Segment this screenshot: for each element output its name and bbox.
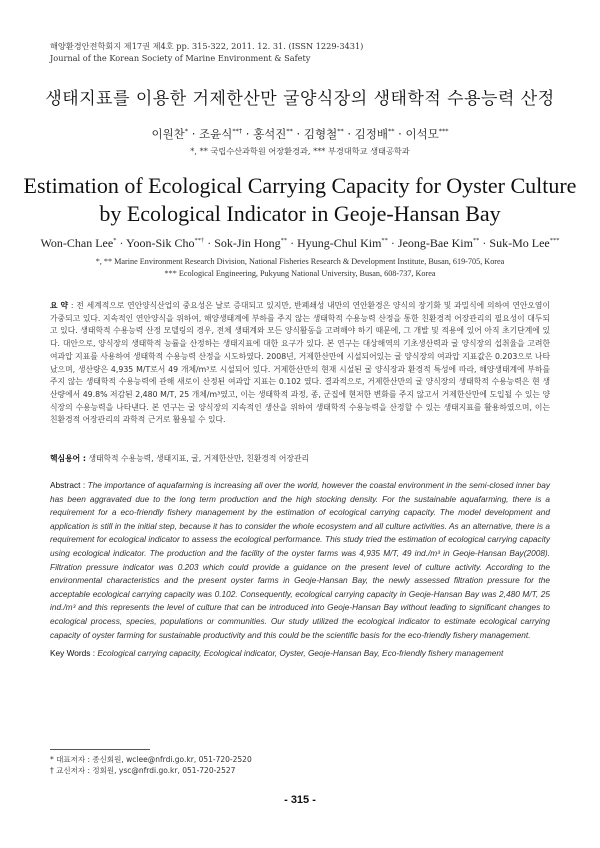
abstract-english-text: The importance of aquafarming is increasing all over the world, however the coastal environment in the semi-closed inner bay has been aggravated due to the long term production and the high stocking density. For the sustainable aquafarming, there is a requirement for a eco-friendly fishery management by the estimation of ecological carrying capacity. The model development and application is still in the initial step, because it has to consider the whole ecosystem and all culture activities. As an alternative, there is a requirement for ecological indicator to assess the ecological performance. This study tried the estimation of ecological carrying capacity using ecological indicator. The production and the facility of the oyster farms was 4,935 M/T, 49 ind./m³ in Geoje-Hansan Bay(2008). Filtration pressure indicator was 0.203 which could provide a guidance on the present level of culture activity. According to the environmental characteristics and the present oyster farms in Geoje-Hansan Bay, the newly assessed filtration pressure for the acceptable ecological carrying capacity was 0.102. Consequently, ecological carrying capacity in Geoje-Hansan Bay was 2,480 M/T, 25 ind./m³ and this represents the level of culture that can be introduced into Geoje-Hansan Bay without leading to significant changes to ecological process, species, populations or communities. Our study utilized the ecological indicator to estimate ecological carrying capacity of oyster farming for sustainable productivity and this could be the scientific basis for the eco-friendly fishery management.: [50, 480, 550, 640]
affiliation-english-2: *** Ecological Engineering, Pukyung National University, Busan, 608-737, Korea: [164, 269, 436, 278]
keywords-english-label: Key Words :: [50, 648, 96, 658]
title-korean: 생태지표를 이용한 거제한산만 굴양식장의 생태학적 수용능력 산정: [45, 89, 555, 109]
author-en: Jeong-Bae Kim** ·: [397, 236, 490, 250]
abstract-korean-text: : 전 세계적으로 연안양식산업의 중요성은 날로 증대되고 있지만, 반폐쇄성 내만의 연안환경은 양식의 장기화 및 과밀식에 의하여 연안오염이 가중되고 있다. 지속적인 연안양식을 위하여, 해양생태계에 부하를 주지 않는 생태학적 수용능력 산정을 통한 친환경적 어장관리의 필요성이 대두되고 있다. 생태학적 수용능력 산정 모델링의 경우, 전체 생태계와 모든 양식활동을 고려해야 하기 때문에, 그 개발 및 적용에 있어 아직 초기단계에 있다. 대안으로, 양식장의 생태학적 능률을 산정하는 생태지표에 대한 요구가 있다. 본 연구는 대상해역의 기초생산력과 굴 양식장의 섭취율을 고려한 여과압 지표를 사용하여 생태학적 수용능력 산정을 시도하였다. 2008년, 거제한산만에 시설되어있는 굴 양식장의 여과압 지표값은 0.203으로 나타났으며, 생산량은 4,935 M/T로서 49 개체/m³로 시설되어 있다. 거제한산만의 현재 시설된 굴 양식장과 환경적 특성에 따라, 해양생태계에 부하를 주지 않는 생태학적 수용능력에 관해 새로이 산정된 여과압 지표는 0.102 였다. 결과적으로, 거제한산만의 굴 양식장의 생태학적 수용능력은 현 생산량에서 49.8% 저감된 2,480 M/T, 25 개체/m³였고, 이는 생태학적 과정, 종, 군집에 현저한 변화를 주지 않고서 거제한산만에 도입될 수 있는 양식장의 수용능력을 나타낸다. 본 연구는 굴 양식장의 지속적인 생산을 위하여 생태학적 수용능력을 산정할 수 있는 생태지표를 활용하였으며, 이는 친환경적 어장관리의 과학적 근거로 활용될 수 있다.: [50, 301, 550, 425]
author-kr: 홍석진** ·: [253, 127, 304, 141]
journal-header: [50, 40, 363, 64]
keywords-korean-text: 생태학적 수용능력, 생태지표, 굴, 거제한산만, 친환경적 어장관리: [88, 454, 310, 463]
footnotes: [50, 754, 252, 776]
author-en: Sok-Jin Hong** ·: [214, 236, 298, 250]
title-english-line2: by Ecological Indicator in Geoje-Hansan Bay: [99, 201, 501, 226]
author-en: Suk-Mo Lee***: [489, 236, 560, 250]
author-kr: 이석모***: [405, 127, 449, 141]
abstract-korean: [50, 300, 550, 427]
abstract-english-label: Abstract :: [50, 480, 86, 490]
footnote-first-author: * 대표저자 : 종신회원, wclee@nfrdi.go.kr, 051-720-2520: [50, 755, 252, 764]
journal-name-en: Journal of the Korean Society of Marine Environment & Safety: [50, 53, 311, 63]
author-en: Hyung-Chul Kim** ·: [297, 236, 398, 250]
author-en: Yoon-Sik Cho**† ·: [126, 236, 215, 250]
affiliation-english-1: *, ** Marine Environment Research Division, National Fisheries Research & Development Institute, Busan, 619-705, Korea: [95, 257, 505, 266]
affiliation-korean: *, ** 국립수산과학원 어장환경과, *** 부경대학교 생태공학과: [190, 146, 410, 156]
affiliation-english: [0, 256, 600, 280]
keywords-korean: [50, 453, 550, 464]
author-kr: 김정배** ·: [354, 127, 406, 141]
footnote-corresponding-author: † 교신저자 : 정회원, ysc@nfrdi.go.kr, 051-720-2527: [50, 766, 236, 775]
journal-citation-kr: 해양환경안전학회지 제17권 제4호 pp. 315-322, 2011. 12. 31. (ISSN 1229-3431): [50, 41, 364, 51]
authors-english: [0, 236, 600, 251]
title-english: [0, 172, 600, 228]
author-kr: 이원찬* ·: [151, 127, 200, 141]
keywords-english: [50, 648, 550, 658]
author-en: Won-Chan Lee* ·: [40, 236, 126, 250]
title-english-line1: Estimation of Ecological Carrying Capacity for Oyster Culture: [23, 173, 577, 198]
keywords-korean-label: 핵심용어 :: [50, 454, 86, 463]
abstract-korean-label: 요 약: [50, 301, 69, 310]
page-number: - 315 -: [284, 794, 316, 806]
authors-korean: [0, 126, 600, 142]
author-kr: 김형철** ·: [303, 127, 355, 141]
keywords-english-text: Ecological carrying capacity, Ecological indicator, Oyster, Geoje-Hansan Bay, Eco-friendly fishery management: [97, 648, 504, 658]
abstract-english: [50, 479, 550, 642]
author-kr: 조윤식**† ·: [199, 127, 254, 141]
footnote-divider: [50, 749, 150, 750]
